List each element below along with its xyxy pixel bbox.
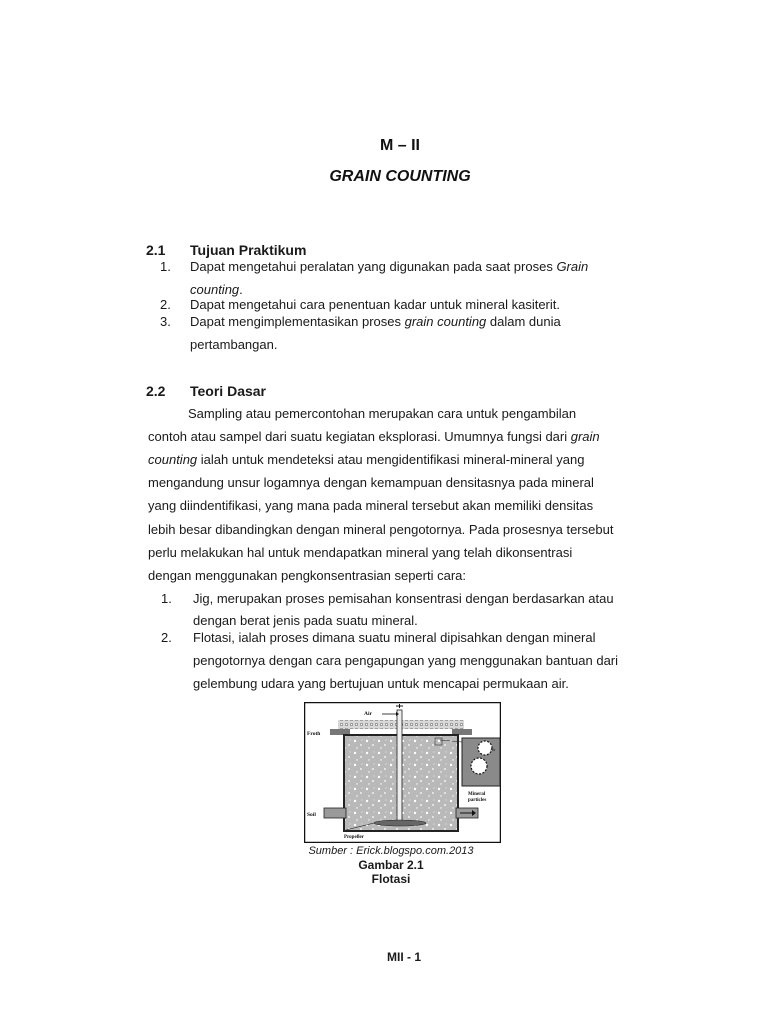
figure-caption-title: Flotasi <box>371 872 411 886</box>
paragraph-line: dengan menggunakan pengkonsentrasian seperti cara: <box>148 568 467 583</box>
list-number: 1. <box>161 591 172 606</box>
label-particles: particles <box>468 798 487 803</box>
list-number: 3. <box>160 314 171 329</box>
paragraph-line: Sampling atau pemercontohan merupakan cara untuk pengambilan <box>188 406 577 421</box>
label-propeller: Propeller <box>344 835 364 840</box>
paragraph-line: perlu melakukan hal untuk mendapatkan mineral yang telah dikonsentrasi <box>148 545 573 560</box>
paragraph-line: lebih besar dibandingkan dengan mineral pengotornya. Pada prosesnya tersebut <box>148 522 614 537</box>
label-soil: Soil <box>307 812 316 818</box>
section-title: Teori Dasar <box>190 383 266 399</box>
list-item-text: Flotasi, ialah proses dimana suatu mineral dipisahkan dengan mineral <box>193 630 596 645</box>
list-item-text: Dapat mengimplementasikan proses grain counting dalam dunia <box>190 314 561 329</box>
list-item-text-cont: pertambangan. <box>190 337 278 352</box>
label-air-bubble: Air <box>490 747 496 752</box>
section-number: 2.1 <box>146 242 166 258</box>
list-item-text: Dapat mengetahui peralatan yang digunakan pada saat proses Grain <box>190 259 589 274</box>
chapter-heading: M – II <box>379 137 420 154</box>
figure-source: Sumber : Erick.blogspo.com.2013 <box>308 845 474 857</box>
list-item-text: Jig, merupakan proses pemisahan konsentrasi dengan berdasarkan atau <box>193 591 614 606</box>
figure-caption: Gambar 2.1 <box>358 858 424 872</box>
list-item-text-cont: pengotornya dengan cara pengapungan yang menggunakan bantuan dari <box>193 653 619 668</box>
label-mineral: Mineral <box>468 792 486 797</box>
paragraph-line: counting ialah untuk mendeteksi atau mengidentifikasi mineral-mineral yang <box>148 452 585 467</box>
list-number: 2. <box>160 297 171 312</box>
impeller-shaft <box>397 710 402 822</box>
paragraph-line: yang diindentifikasi, yang mana pada mineral tersebut akan memiliki densitas <box>148 498 594 513</box>
paragraph-line: contoh atau sampel dari suatu kegiatan eksplorasi. Umumnya fungsi dari grain <box>148 429 600 444</box>
label-froth: Froth <box>307 731 321 737</box>
label-air: Air <box>364 711 372 717</box>
section-title: Tujuan Praktikum <box>190 242 307 258</box>
flotation-diagram <box>304 702 501 843</box>
page-number: MII - 1 <box>386 950 421 964</box>
propeller <box>374 820 426 826</box>
flotation-figure <box>304 702 501 843</box>
list-item-text-cont: counting. <box>190 282 243 297</box>
list-number: 2. <box>161 630 172 645</box>
list-item-text-cont: gelembung udara yang bertujuan untuk mencapai permukaan air. <box>193 676 569 691</box>
section-number: 2.2 <box>146 383 166 399</box>
list-item-text: Dapat mengetahui cara penentuan kadar untuk mineral kasiterit. <box>190 297 560 312</box>
list-item-text-cont: dengan berat jenis pada suatu mineral. <box>193 613 418 628</box>
list-number: 1. <box>160 259 171 274</box>
document-title: GRAIN COUNTING <box>329 168 471 185</box>
paragraph-line: mengandung unsur logamnya dengan kemampuan densitasnya pada mineral <box>148 475 594 490</box>
